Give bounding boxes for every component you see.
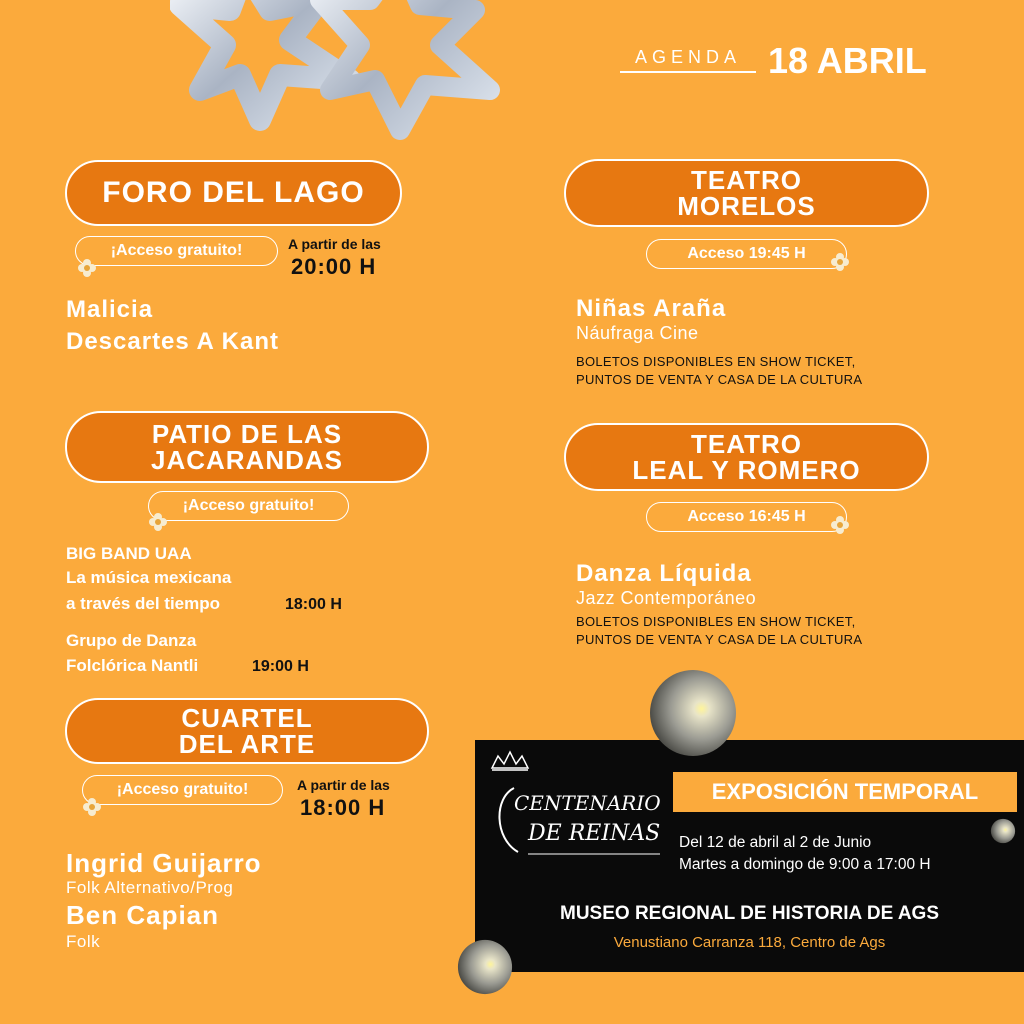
access-badge: ¡Acceso gratuito! xyxy=(82,775,283,805)
show-company: Jazz Contemporáneo xyxy=(576,588,757,608)
act-name: Descartes A Kant xyxy=(66,328,279,355)
flower-icon xyxy=(77,258,97,278)
act-name: Ben Capian xyxy=(66,900,220,930)
venue-name: FORO DEL LAGO xyxy=(102,176,365,209)
venue-name: TEATRO LEAL Y ROMERO xyxy=(632,429,861,485)
logo-text-2: DE REINAS xyxy=(528,821,661,846)
act-time: 19:00 H xyxy=(252,658,309,675)
venue-name: PATIO DE LAS JACARANDAS xyxy=(150,419,343,475)
act-genre: Folk xyxy=(66,932,101,951)
tickets-info: PUNTOS DE VENTA Y CASA DE LA CULTURA xyxy=(576,632,863,647)
show-title: Danza Líquida xyxy=(576,560,752,587)
venue-teatro-leal-y-romero xyxy=(564,423,929,491)
flower-icon xyxy=(82,797,102,817)
exhibition-tag: EXPOSICIÓN TEMPORAL xyxy=(673,772,1017,812)
act-time: 18:00 H xyxy=(285,596,342,613)
act-line: La música mexicana xyxy=(66,568,232,587)
pearl-decoration xyxy=(456,938,514,996)
venue-name: CUARTEL DEL ARTE xyxy=(178,703,316,759)
pearl-decoration xyxy=(990,818,1016,844)
access-badge: Acceso 19:45 H xyxy=(646,239,847,269)
venue-name: TEATRO MORELOS xyxy=(677,165,816,221)
from-label: A partir de las xyxy=(297,777,390,793)
act-name: Malicia xyxy=(66,296,154,323)
venue-patio-de-las-jacarandas xyxy=(65,411,429,483)
tickets-info: BOLETOS DISPONIBLES EN SHOW TICKET, xyxy=(576,354,856,369)
from-time: 18:00 H xyxy=(300,795,386,820)
from-time: 20:00 H xyxy=(291,254,377,279)
act-line: BIG BAND UAA xyxy=(66,544,192,563)
venue-teatro-morelos xyxy=(564,159,929,227)
show-company: Náufraga Cine xyxy=(576,323,699,343)
exhibition-date-range: Del 12 de abril al 2 de Junio xyxy=(679,834,872,851)
act-line: a través del tiempo xyxy=(66,594,221,613)
centenario-de-reinas-logo xyxy=(484,748,664,868)
access-badge: Acceso 16:45 H xyxy=(646,502,847,532)
tickets-info: PUNTOS DE VENTA Y CASA DE LA CULTURA xyxy=(576,372,863,387)
museum-address: Venustiano Carranza 118, Centro de Ags xyxy=(613,934,886,951)
silver-star-decoration xyxy=(170,0,510,155)
access-badge: ¡Acceso gratuito! xyxy=(148,491,349,521)
exhibition-hours: Martes a domingo de 9:00 a 17:00 H xyxy=(679,856,931,873)
flower-icon xyxy=(148,512,168,532)
exhibition-dates xyxy=(679,832,931,876)
flower-icon xyxy=(830,515,850,535)
agenda-label: AGENDA xyxy=(620,47,756,73)
flower-icon xyxy=(830,252,850,272)
from-label: A partir de las xyxy=(288,236,381,252)
act-name: Ingrid Guijarro xyxy=(66,848,262,878)
venue-foro-del-lago xyxy=(65,160,402,226)
museum-name: MUSEO REGIONAL DE HISTORIA DE AGS xyxy=(560,903,939,924)
tickets-info: BOLETOS DISPONIBLES EN SHOW TICKET, xyxy=(576,614,856,629)
pearl-decoration xyxy=(648,668,738,758)
act-line: Folclórica Nantli xyxy=(66,656,199,675)
act-line: Grupo de Danza xyxy=(66,631,197,650)
venue-cuartel-del-arte xyxy=(65,698,429,764)
logo-text-1: CENTENARIO xyxy=(514,791,661,815)
act-genre: Folk Alternativo/Prog xyxy=(66,878,234,897)
show-title: Niñas Araña xyxy=(576,295,727,322)
agenda-date: 18 ABRIL xyxy=(768,40,927,81)
access-badge: ¡Acceso gratuito! xyxy=(75,236,278,266)
